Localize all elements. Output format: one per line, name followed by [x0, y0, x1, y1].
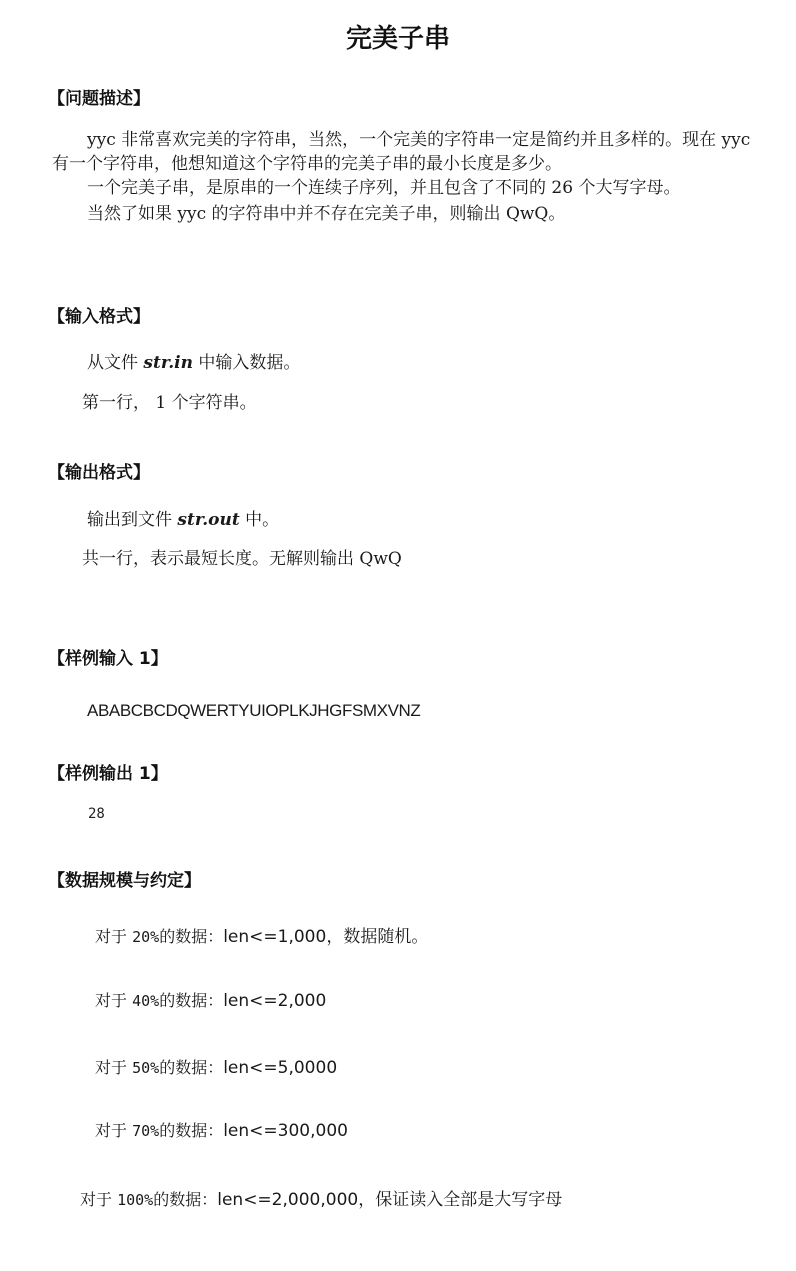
- input-format-line-2: 第一行， 1 个字符串。: [82, 393, 257, 413]
- description-paragraph-1: yyc 非常喜欢完美的字符串，当然，一个完美的字符串一定是简约并且多样的。现在 yyc 有一个字符串，他想知道这个字符串的完美子串的最小长度是多少。: [52, 130, 751, 174]
- input-format-suffix: 中输入数据。: [192, 353, 301, 373]
- constraint-rule: len<=2,000: [223, 991, 327, 1011]
- constraint-prefix: 对于: [95, 991, 133, 1010]
- output-format-line-1: [87, 505, 279, 530]
- output-format-line-2: 共一行，表示最短长度。无解则输出 QwQ: [82, 549, 402, 569]
- input-format-prefix: 从文件: [87, 353, 144, 373]
- output-format-prefix: 输出到文件: [87, 510, 178, 530]
- constraint-item: [80, 1185, 562, 1210]
- constraint-rule: len<=300,000: [223, 1121, 348, 1141]
- constraint-prefix: 对于: [95, 927, 133, 946]
- description-body: [52, 128, 752, 226]
- sample-output-heading: 【样例输出 1】: [48, 764, 168, 784]
- page-title: 完美子串: [345, 24, 450, 54]
- sample-input-value: ABABCBCDQWERTYUIOPLKJHGFSMXVNZ: [87, 701, 421, 720]
- sample-input-heading: 【样例输入 1】: [48, 649, 168, 669]
- constraint-prefix: 对于: [80, 1190, 118, 1209]
- constraint-percent: 40%: [132, 992, 160, 1010]
- output-format-suffix: 中。: [239, 510, 280, 530]
- input-format-line-1: [87, 348, 300, 373]
- constraint-item: [95, 1118, 348, 1141]
- constraint-percent: 70%: [132, 1122, 160, 1140]
- constraint-percent: 50%: [132, 1059, 160, 1077]
- constraint-rule: len<=1,000，数据随机。: [223, 927, 429, 947]
- constraint-rule: len<=2,000,000，保证读入全部是大写字母: [217, 1190, 563, 1210]
- constraint-label: 的数据：: [153, 1190, 218, 1209]
- constraint-prefix: 对于: [95, 1121, 133, 1140]
- constraint-item: [95, 1055, 337, 1078]
- constraint-label: 的数据：: [159, 927, 224, 946]
- output-file-name: str.out: [177, 510, 240, 530]
- constraint-label: 的数据：: [159, 1121, 224, 1140]
- output-format-heading: 【输出格式】: [48, 463, 150, 483]
- constraint-rule: len<=5,0000: [223, 1058, 338, 1078]
- description-paragraph-3: 当然了如果 yyc 的字符串中并不存在完美子串，则输出 QwQ。: [87, 204, 566, 224]
- constraints-heading: 【数据规模与约定】: [48, 871, 201, 891]
- constraint-item: [95, 988, 326, 1011]
- constraint-label: 的数据：: [159, 1058, 224, 1077]
- description-heading: 【问题描述】: [48, 89, 150, 109]
- constraint-percent: 20%: [132, 928, 160, 946]
- description-paragraph-2: 一个完美子串，是原串的一个连续子序列，并且包含了不同的 26 个大写字母。: [87, 178, 681, 198]
- constraint-item: [95, 922, 428, 947]
- constraint-percent: 100%: [117, 1191, 154, 1209]
- constraint-label: 的数据：: [159, 991, 224, 1010]
- constraint-prefix: 对于: [95, 1058, 133, 1077]
- sample-output-value: 28: [88, 806, 105, 822]
- input-file-name: str.in: [143, 353, 193, 373]
- input-format-heading: 【输入格式】: [48, 307, 150, 327]
